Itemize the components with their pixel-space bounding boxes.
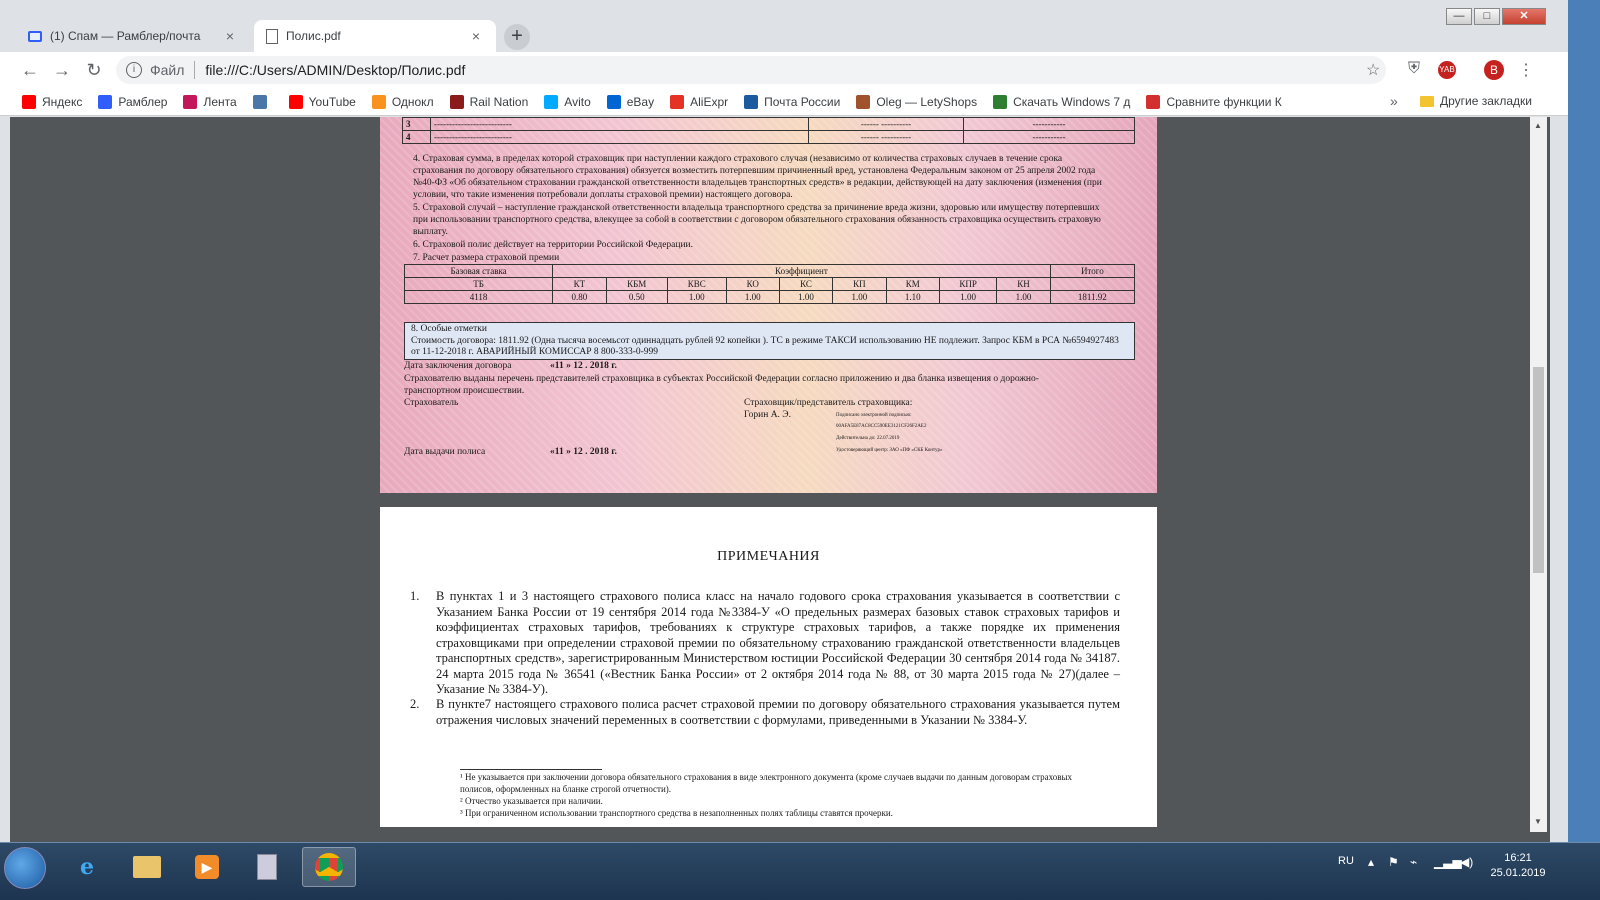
mail-icon: [28, 31, 42, 42]
divider: [194, 61, 195, 79]
coefficient-name-cell: КМ: [886, 278, 939, 291]
tab-close-icon[interactable]: ×: [471, 28, 481, 44]
bookmark-label: Скачать Windows 7 д: [1013, 94, 1131, 109]
contract-date-label: Дата заключения договора: [404, 361, 512, 371]
bookmark-item[interactable]: [22, 95, 82, 109]
bookmark-item[interactable]: [544, 95, 590, 109]
tab-polis-pdf[interactable]: [254, 20, 496, 52]
scheme-label: Файл: [150, 62, 185, 78]
table-cell: -----------: [964, 131, 1135, 144]
special-notes-box: [404, 322, 1135, 360]
clause-5: 5. Страховой случай – наступление гражданской ответственности владельца транспортного средства за причинение вреда жизни, здоровью или имуществу потерпевших при использовании транспортного средства, влекущее за собой в соответствии с договором обязательного страхования обязанность страховщика осуществить страховую выплату.: [413, 203, 1101, 237]
bookmark-label: Яндекс: [42, 94, 83, 109]
flag-icon[interactable]: ⚑: [1388, 855, 1399, 869]
coefficient-value-cell: 0.50: [606, 291, 667, 304]
bookmark-item[interactable]: [607, 95, 654, 109]
coefficient-name-cell: КО: [726, 278, 779, 291]
bookmark-label: Oleg — LetyShops: [876, 94, 978, 109]
base-rate-header: Базовая ставка: [405, 265, 553, 278]
bookmark-favicon-icon: [183, 95, 197, 109]
bookmark-item[interactable]: [372, 95, 434, 109]
scroll-down-arrow-icon[interactable]: ▼: [1534, 817, 1542, 826]
address-bar[interactable]: [116, 56, 1386, 84]
coefficient-header: Коэффициент: [553, 265, 1050, 278]
coefficient-value-cell: 0.80: [553, 291, 606, 304]
bookmark-item[interactable]: [450, 95, 529, 109]
signature-line: Подписано электронной подписью:: [836, 413, 912, 418]
pdf-page-notes: [380, 507, 1157, 827]
reload-button[interactable]: ↻: [86, 59, 102, 80]
bookmark-favicon-icon: [607, 95, 621, 109]
footnote: ¹ Не указывается при заключении договора обязательного страхования в виде электронного документа (кроме случаев выдачи по данным договорам страховых полисов, оформленных на бланке строгой отчетности).: [460, 772, 1073, 794]
total-value-cell: 1811.92: [1050, 291, 1134, 304]
total-header: Итого: [1050, 265, 1134, 278]
note-number: 1.: [410, 589, 420, 603]
folder-icon: [1420, 96, 1434, 107]
coefficient-name-cell: КПР: [939, 278, 996, 291]
tab-title: Полис.pdf: [286, 29, 341, 43]
bookmark-item[interactable]: [98, 95, 167, 109]
vehicles-table: [402, 117, 1135, 144]
bookmark-favicon-icon: [744, 95, 758, 109]
issued-documents-text: Страхователю выданы перечень представителей страховщика в субъектах Российской Федерации согласно приложению и два бланка извещения о дорожно-транспортном происшествии.: [404, 374, 1039, 396]
signature-line: Удостоверяющий центр: ЗАО «ПФ «СКБ Контур»: [836, 448, 943, 453]
table-header-row: [405, 265, 1135, 278]
vertical-scrollbar[interactable]: [1530, 117, 1547, 832]
table-cell: -----------: [964, 118, 1135, 131]
volume-icon[interactable]: ◀): [1460, 855, 1474, 869]
note-text: В пункте7 настоящего страхового полиса расчет страховой премии по договору обязательного страхования указывается путем отражения числовых значений переменных в соответствии с формулами, приведенными в Указании № 3384-У.: [436, 697, 1120, 727]
bookmark-favicon-icon: [993, 95, 1007, 109]
calculator-icon[interactable]: [240, 847, 294, 887]
tab-strip: [0, 0, 1568, 52]
bookmark-label: eBay: [626, 94, 655, 109]
coefficient-name-cell: КТ: [553, 278, 606, 291]
menu-icon[interactable]: ⋮: [1518, 62, 1534, 79]
windows-taskbar: [0, 842, 1600, 900]
language-indicator[interactable]: RU: [1338, 855, 1354, 867]
contract-date: «11 » 12 . 2018 г.: [550, 361, 617, 371]
footnote-divider: [460, 769, 602, 770]
coefficient-name-cell: КН: [997, 278, 1050, 291]
bookmark-favicon-icon: [289, 95, 303, 109]
scrollbar-thumb[interactable]: [1533, 367, 1544, 573]
scroll-up-arrow-icon[interactable]: ▲: [1534, 121, 1542, 130]
footnote: ² Отчество указывается при наличии.: [460, 796, 603, 806]
coefficient-name-cell: ТБ: [405, 278, 553, 291]
site-info-icon[interactable]: i: [126, 62, 142, 78]
tab-rambler-mail[interactable]: [16, 20, 250, 52]
minimize-button[interactable]: —: [1446, 8, 1472, 25]
coefficient-name-cell: КС: [779, 278, 832, 291]
notes-title: ПРИМЕЧАНИЯ: [717, 549, 820, 564]
bookmark-label: Rail Nation: [469, 94, 529, 109]
insurer-name: Горин А. Э.: [744, 410, 791, 420]
profile-avatar[interactable]: В: [1484, 60, 1504, 80]
note-text: В пунктах 1 и 3 настоящего страхового полиса класс на начало годового срока страхования указывается в соответствии с Указанием Банка России от 19 сентября 2014 года №3384-У «О предельных размерах базовых ставок страховых тарифов и коэффициентах страховых тарифов, требованиях к структуре страховых тарифов, а также порядке их применения страховщиками при определении страховой премии по обязательному страхованию гражданской ответственности владельцев транспортных средств», зарегистрированным Министерством юстиции Российской Федерации 30 сентября 2014 года № 34187. 24 марта 2015 года № 36541 («Вестник Банка России» от 2 октября 2014 года № 88, от 30 марта 2015 года № 27)(далее – Указание № 3384-У).: [436, 589, 1120, 696]
signature-line: Действительна до: 22.07.2019: [836, 436, 900, 441]
other-bookmarks-label: Другие закладки: [1440, 94, 1532, 108]
coefficient-value-cell: 1.00: [726, 291, 779, 304]
bookmark-favicon-icon: [544, 95, 558, 109]
bookmarks-bar: [0, 88, 1568, 116]
media-player-icon[interactable]: ▶: [180, 847, 234, 887]
table-row: [405, 291, 1135, 304]
special-notes-title: 8. Особые отметки: [411, 324, 487, 334]
insurer-label: Страховщик/представитель страховщика:: [744, 398, 913, 408]
bookmark-label: YouTube: [308, 94, 356, 109]
coefficient-value-cell: 4118: [405, 291, 553, 304]
table-header-row: [405, 278, 1135, 291]
bookmark-item[interactable]: [856, 95, 977, 109]
bookmark-favicon-icon: [98, 95, 112, 109]
special-notes-text: Стоимость договора: 1811.92 (Одна тысяча восемьсот одиннадцать рублей 92 копейки ). ТС в режиме ТАКСИ использованию НЕ подлежит. Запрос КБМ в РСА №6594927483 от 11-12-2018 г. АВАРИЙНЫЙ КОМИССАР 8 800-333-0-999: [411, 335, 1119, 357]
issue-date-label: Дата выдачи полиса: [404, 447, 486, 457]
system-clock[interactable]: [1488, 851, 1548, 881]
bookmark-item[interactable]: [289, 95, 356, 109]
coefficient-name-cell: КП: [833, 278, 886, 291]
clause-4: 4. Страховая сумма, в пределах которой страховщик при наступлении каждого страхового случая (независимо от количества страховых случаев в течение срока страхования по договору обязательного страхования) обязуется возместить потерпевшим причиненный вред, установлена Федеральным законом от 25 апреля 2002 года №40-ФЗ «Об обязательном страховании гражданской ответственности владельцев транспортных средств» в редакции, действующей на дату заключения (изменения (при условии, что такие изменения потребовали доплаты страховой премии) настоящего договора.: [413, 154, 1102, 200]
insurant-label: Страхователь: [404, 398, 459, 408]
bookmark-label: Рамблер: [118, 94, 168, 109]
table-cell: ------ ----------: [809, 118, 964, 131]
navigation-toolbar: [0, 52, 1568, 88]
tab-title: (1) Спам — Рамблер/почта: [50, 29, 201, 43]
bookmark-item[interactable]: [744, 95, 840, 109]
coefficient-value-cell: 1.00: [779, 291, 832, 304]
yab-extension-icon[interactable]: YAB: [1438, 61, 1456, 79]
footnote: ³ При ограниченном использовании транспортного средства в незаполненных полях таблицы ставятся прочерки.: [460, 808, 893, 818]
bookmark-label: Лента: [203, 94, 237, 109]
close-window-button[interactable]: ✕: [1502, 8, 1546, 25]
bookmarks-overflow-button[interactable]: »: [1390, 93, 1398, 109]
bookmark-favicon-icon: [670, 95, 684, 109]
bookmark-favicon-icon: [22, 95, 36, 109]
coefficient-value-cell: 1.00: [939, 291, 996, 304]
file-explorer-icon[interactable]: [120, 847, 174, 887]
window-controls: [1446, 8, 1546, 26]
new-tab-button[interactable]: +: [504, 24, 530, 50]
signature-line: 00AFA5E87AC8CC590EE3121CF26F2AE2: [836, 424, 927, 429]
back-button[interactable]: ←: [21, 59, 39, 80]
bookmark-item[interactable]: [1146, 95, 1281, 109]
clock-time: 16:21: [1504, 852, 1532, 864]
bookmark-favicon-icon: [856, 95, 870, 109]
note-item: [410, 589, 1120, 698]
other-bookmarks-folder[interactable]: [1420, 94, 1532, 108]
empty-cell: [1050, 278, 1134, 291]
coefficient-value-cell: 1.00: [833, 291, 886, 304]
premium-table: [404, 264, 1135, 304]
coefficient-value-cell: 1.10: [886, 291, 939, 304]
bookmark-favicon-icon: [372, 95, 386, 109]
shield-icon[interactable]: ⛨: [1408, 60, 1421, 77]
bookmark-label: Сравните функции К: [1166, 94, 1282, 109]
forward-button[interactable]: →: [53, 59, 71, 80]
document-icon: [266, 29, 278, 44]
issue-date: «11 » 12 . 2018 г.: [550, 447, 617, 457]
maximize-button[interactable]: □: [1474, 8, 1500, 25]
bookmark-label: Avito: [564, 94, 591, 109]
pdf-page-policy: [380, 117, 1157, 493]
clause-6: 6. Страховой полис действует на территории Российской Федерации.: [413, 240, 693, 250]
bookmark-label: AliExpr: [690, 94, 729, 109]
bookmark-label: Однокл: [391, 94, 434, 109]
bookmark-item[interactable]: [993, 95, 1130, 109]
table-cell: ------ ----------: [809, 131, 964, 144]
network-icon[interactable]: ▁▃▅: [1434, 855, 1462, 869]
coefficient-value-cell: 1.00: [667, 291, 726, 304]
clause-7: 7. Расчет размера страховой премии: [413, 253, 560, 263]
bookmark-item[interactable]: [253, 95, 273, 109]
bookmark-item[interactable]: [670, 95, 728, 109]
note-number: 2.: [410, 697, 420, 711]
bookmark-label: Почта России: [764, 94, 841, 109]
table-cell: --------------------------: [431, 118, 809, 131]
bookmark-favicon-icon: [253, 95, 267, 109]
row-number: 4: [403, 131, 431, 144]
row-number: 3: [403, 118, 431, 131]
coefficient-name-cell: КВС: [667, 278, 726, 291]
bookmark-star-icon[interactable]: ☆: [1366, 62, 1381, 79]
url-text[interactable]: file:///C:/Users/ADMIN/Desktop/Полис.pdf: [205, 62, 466, 78]
clock-date: 25.01.2019: [1490, 867, 1546, 879]
bookmark-item[interactable]: [183, 95, 236, 109]
start-button[interactable]: [4, 847, 46, 889]
bookmark-favicon-icon: [1146, 95, 1160, 109]
chrome-icon[interactable]: [302, 847, 356, 887]
table-cell: --------------------------: [431, 131, 809, 144]
note-item: [410, 697, 1120, 728]
tab-close-icon[interactable]: ×: [225, 28, 235, 44]
table-row: [403, 118, 1135, 131]
coefficient-value-cell: 1.00: [997, 291, 1050, 304]
table-row: [403, 131, 1135, 144]
show-hidden-icons[interactable]: ▴: [1368, 855, 1375, 869]
bookmark-favicon-icon: [450, 95, 464, 109]
internet-explorer-icon[interactable]: e: [80, 854, 94, 880]
coefficient-name-cell: КБМ: [606, 278, 667, 291]
power-icon[interactable]: ⌁: [1410, 855, 1418, 869]
